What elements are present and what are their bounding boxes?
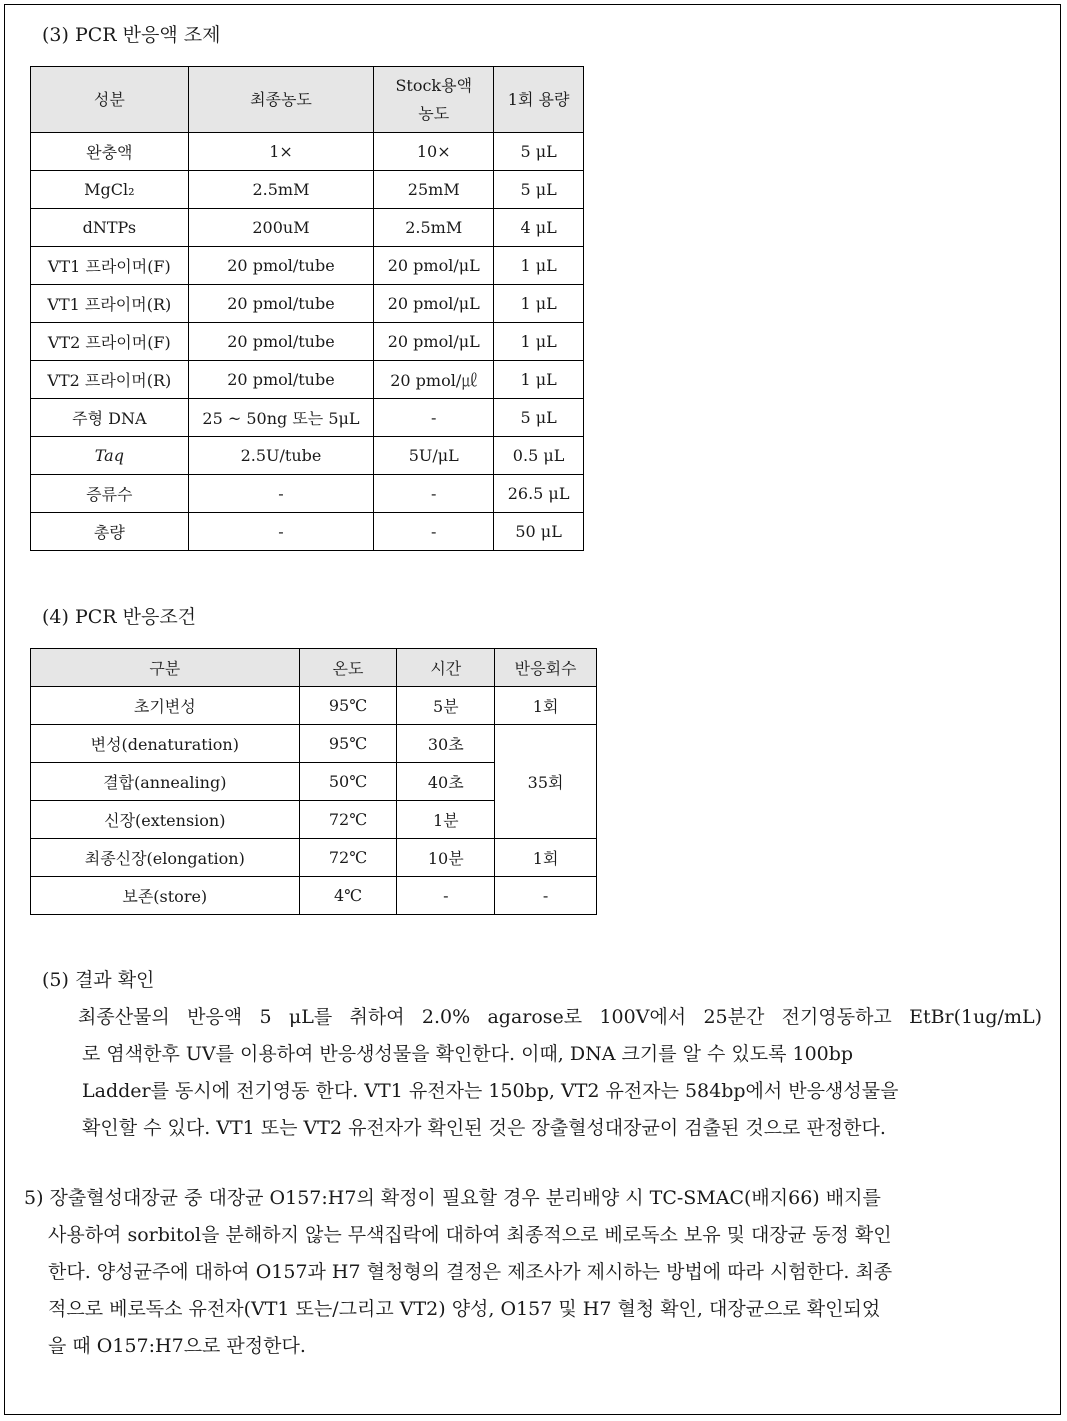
cell-component: VT2 프라이머(R) — [31, 361, 189, 399]
cell-final: 20 pmol/tube — [188, 361, 374, 399]
cell-volume: 1 μL — [494, 247, 584, 285]
header-volume: 1회 용량 — [494, 67, 584, 133]
cell-volume: 4 μL — [494, 209, 584, 247]
cell-component: MgCl₂ — [31, 171, 189, 209]
cell-time: 40초 — [397, 763, 495, 801]
cell-final: 20 pmol/tube — [188, 247, 374, 285]
cell-component: 총량 — [31, 513, 189, 551]
paragraph-line: 로 염색한후 UV를 이용하여 반응생성물을 확인한다. 이때, DNA 크기를 알 수 있도록 100bp — [82, 1043, 854, 1065]
cell-stock: 20 pmol/㎕ — [374, 361, 494, 399]
paragraph-line: Ladder를 동시에 전기영동 한다. VT1 유전자는 150bp, VT2 유전자는 584bp에서 반응생성물을 — [82, 1080, 899, 1102]
cell-volume: 5 μL — [494, 171, 584, 209]
cell-time: 10분 — [397, 839, 495, 877]
table-row — [31, 361, 584, 399]
cell-cycles-merged: 35회 — [495, 725, 597, 839]
cell-stock: 10× — [374, 133, 494, 171]
o157-paragraph — [24, 1180, 1042, 1365]
cell-component: 증류수 — [31, 475, 189, 513]
table-row — [31, 725, 597, 763]
pcr-conditions-table — [30, 648, 597, 915]
header-final-conc: 최종농도 — [188, 67, 374, 133]
cell-component: 주형 DNA — [31, 399, 189, 437]
table-row — [31, 437, 584, 475]
table-row — [31, 839, 597, 877]
paragraph-line: 5) 장출혈성대장균 중 대장균 O157:H7의 확정이 필요할 경우 분리배양 시 TC-SMAC(배지66) 배지를 — [24, 1187, 881, 1209]
cell-temp: 95℃ — [299, 687, 397, 725]
cell-step: 최종신장(elongation) — [31, 839, 300, 877]
cell-final: 2.5mM — [188, 171, 374, 209]
cell-temp: 4℃ — [299, 877, 397, 915]
cell-final: - — [188, 513, 374, 551]
cell-stock: 20 pmol/μL — [374, 323, 494, 361]
header-component: 성분 — [31, 67, 189, 133]
cell-final: 2.5U/tube — [188, 437, 374, 475]
cell-temp: 72℃ — [299, 801, 397, 839]
table-row — [31, 247, 584, 285]
cell-volume: 5 μL — [494, 399, 584, 437]
cell-step: 결합(annealing) — [31, 763, 300, 801]
cell-temp: 95℃ — [299, 725, 397, 763]
section-3-heading: (3) PCR 반응액 조제 — [42, 24, 221, 46]
cell-final: - — [188, 475, 374, 513]
result-paragraph — [78, 999, 1042, 1147]
cell-volume: 50 μL — [494, 513, 584, 551]
cell-temp: 50℃ — [299, 763, 397, 801]
header-cycles: 반응회수 — [495, 649, 597, 687]
table-row — [31, 399, 584, 437]
cell-cycles: - — [495, 877, 597, 915]
cell-volume: 1 μL — [494, 323, 584, 361]
cell-volume: 0.5 μL — [494, 437, 584, 475]
table-row — [31, 323, 584, 361]
section-5-heading: (5) 결과 확인 — [42, 969, 155, 991]
cell-stock: - — [374, 513, 494, 551]
header-time: 시간 — [397, 649, 495, 687]
paragraph-line: 사용하여 sorbitol을 분해하지 않는 무색집락에 대하여 최종적으로 베로독소 보유 및 대장균 동정 확인 — [48, 1224, 892, 1246]
cell-volume: 1 μL — [494, 285, 584, 323]
cell-time: 30초 — [397, 725, 495, 763]
cell-time: 5분 — [397, 687, 495, 725]
cell-final: 200uM — [188, 209, 374, 247]
cell-stock: 20 pmol/μL — [374, 247, 494, 285]
paragraph-line: 최종산물의 반응액 5 μL를 취하여 2.0% agarose로 100V에서 25분간 전기영동하고 EtBr(1ug/mL) — [78, 1006, 1042, 1028]
header-temp: 온도 — [299, 649, 397, 687]
section-4-heading: (4) PCR 반응조건 — [42, 606, 197, 628]
cell-stock: - — [374, 475, 494, 513]
table-row — [31, 209, 584, 247]
paragraph-line: 적으로 베로독소 유전자(VT1 또는/그리고 VT2) 양성, O157 및 H7 혈청 확인, 대장균으로 확인되었 — [48, 1298, 881, 1320]
cell-step: 신장(extension) — [31, 801, 300, 839]
cell-volume: 5 μL — [494, 133, 584, 171]
header-stock-conc: Stock용액 농도 — [374, 67, 494, 133]
table-header-row — [31, 67, 584, 133]
cell-cycles: 1회 — [495, 839, 597, 877]
cell-time: 1분 — [397, 801, 495, 839]
cell-stock: 2.5mM — [374, 209, 494, 247]
paragraph-line: 한다. 양성균주에 대하여 O157과 H7 혈청형의 결정은 제조사가 제시하는 방법에 따라 시험한다. 최종 — [48, 1261, 893, 1283]
cell-stock: 5U/μL — [374, 437, 494, 475]
table-row — [31, 171, 584, 209]
header-step: 구분 — [31, 649, 300, 687]
cell-volume: 26.5 μL — [494, 475, 584, 513]
cell-step: 초기변성 — [31, 687, 300, 725]
table-row — [31, 687, 597, 725]
table-header-row — [31, 649, 597, 687]
cell-stock: 20 pmol/μL — [374, 285, 494, 323]
table-row — [31, 877, 597, 915]
cell-final: 25 ~ 50ng 또는 5μL — [188, 399, 374, 437]
pcr-reagent-table — [30, 66, 584, 551]
cell-component: Taq — [31, 437, 189, 475]
cell-component: VT1 프라이머(R) — [31, 285, 189, 323]
cell-temp: 72℃ — [299, 839, 397, 877]
table-row — [31, 513, 584, 551]
cell-stock: - — [374, 399, 494, 437]
cell-final: 1× — [188, 133, 374, 171]
paragraph-line: 을 때 O157:H7으로 판정한다. — [48, 1335, 306, 1357]
cell-final: 20 pmol/tube — [188, 285, 374, 323]
cell-component: dNTPs — [31, 209, 189, 247]
cell-step: 변성(denaturation) — [31, 725, 300, 763]
table-row — [31, 133, 584, 171]
cell-component: 완충액 — [31, 133, 189, 171]
cell-volume: 1 μL — [494, 361, 584, 399]
cell-component: VT1 프라이머(F) — [31, 247, 189, 285]
cell-cycles: 1회 — [495, 687, 597, 725]
table-row — [31, 475, 584, 513]
cell-time: - — [397, 877, 495, 915]
cell-final: 20 pmol/tube — [188, 323, 374, 361]
table-row — [31, 285, 584, 323]
cell-stock: 25mM — [374, 171, 494, 209]
paragraph-line: 확인할 수 있다. VT1 또는 VT2 유전자가 확인된 것은 장출혈성대장균이 검출된 것으로 판정한다. — [82, 1117, 886, 1139]
cell-component: VT2 프라이머(F) — [31, 323, 189, 361]
cell-step: 보존(store) — [31, 877, 300, 915]
